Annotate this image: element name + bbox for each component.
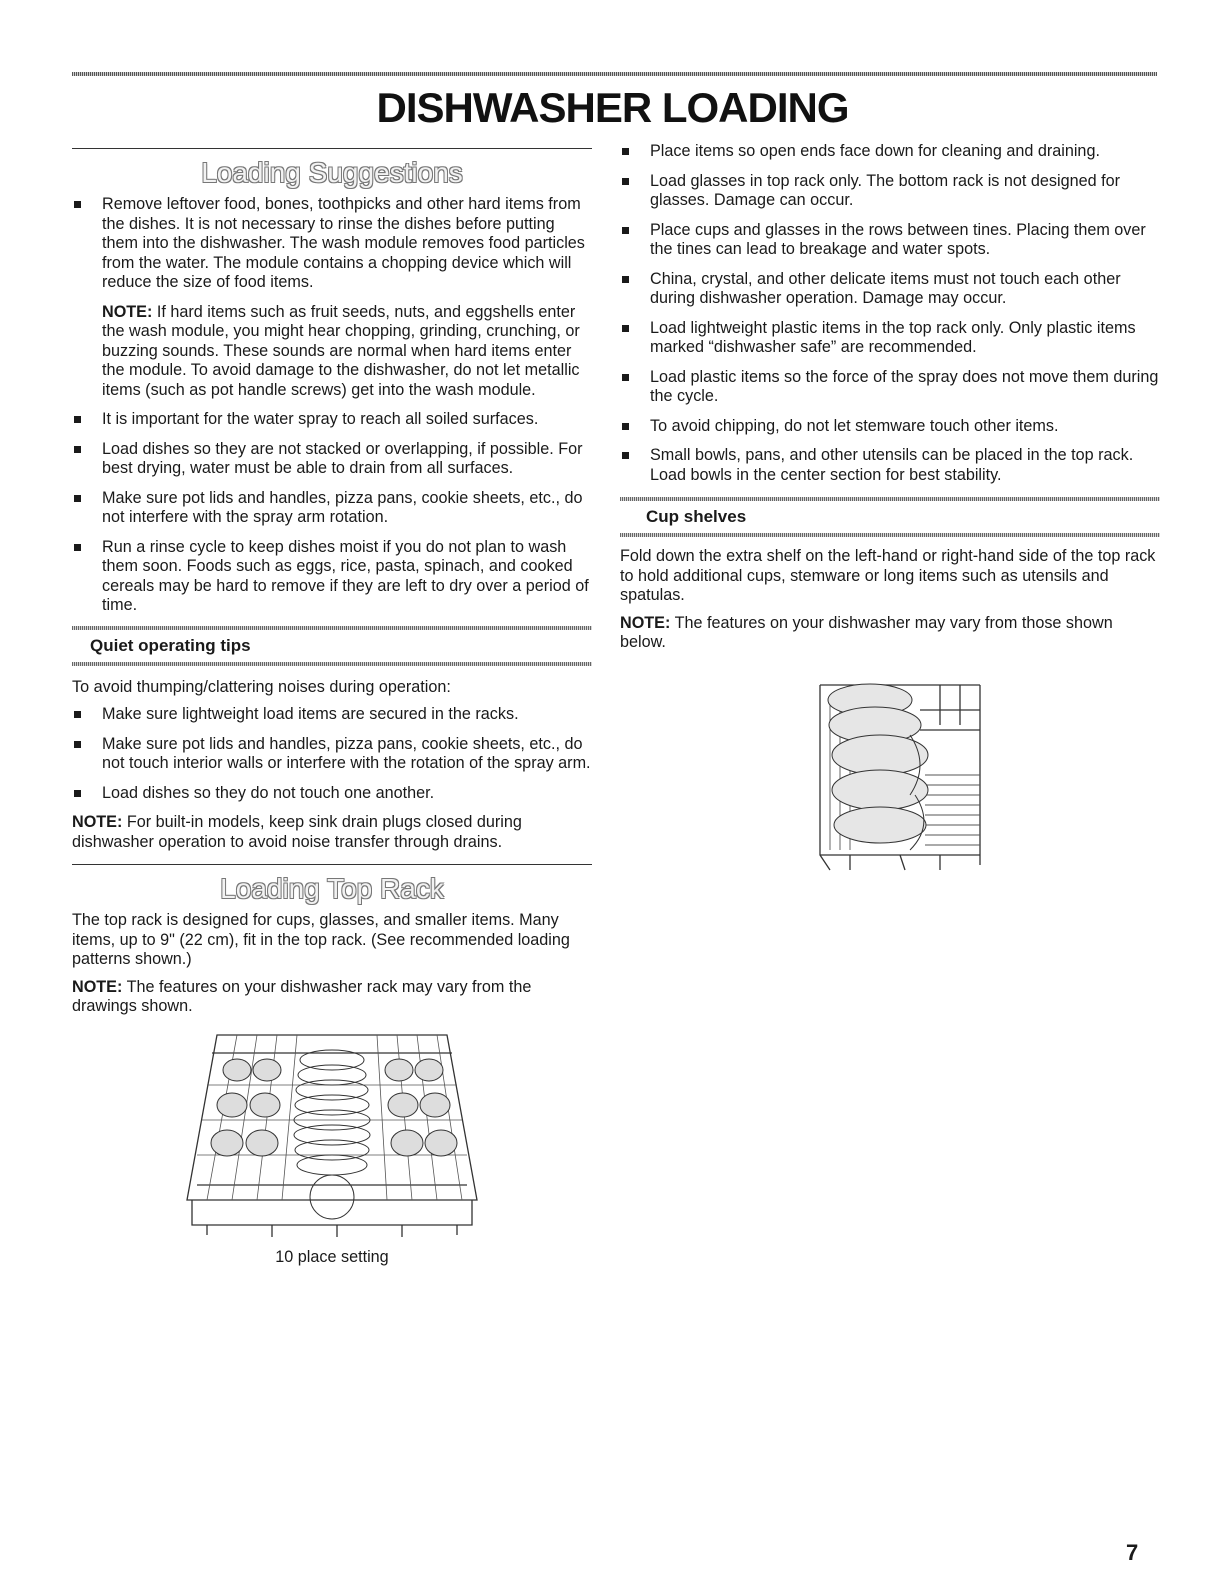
list-item: It is important for the water spray to reach all soiled surfaces. [72,410,592,430]
right-bullet-list [620,142,1160,485]
loading-suggestions-list-2 [72,410,592,616]
list-item: Load dishes so they do not touch one another. [72,784,592,804]
bullet-icon [622,423,629,430]
top-divider [72,72,1157,76]
list-item: Load dishes so they are not stacked or overlapping, if possible. For best drying, water must be able to drain from all surfaces. [72,440,592,479]
right-column [620,142,1160,885]
loading-top-rack-heading: Loading Top Rack [220,873,444,904]
bullet-icon [622,178,629,185]
list-item: To avoid chipping, do not let stemware touch other items. [620,417,1160,437]
bullet-icon [622,374,629,381]
cup-shelf-illustration [790,665,990,885]
list-item: Make sure pot lids and handles, pizza pans, cookie sheets, etc., do not touch interior walls or interfere with the rotation of the spray arm. [72,735,592,774]
cup-shelves-heading: Cup shelves [646,507,747,526]
subsection-divider [620,533,1160,537]
cup-shelves-paragraph: Fold down the extra shelf on the left-hand or right-hand side of the top rack to hold additional cups, stemware or long items such as utensils and spatulas. [620,547,1156,604]
bullet-icon [622,227,629,234]
loading-suggestions-list [72,195,592,293]
list-item: Remove leftover food, bones, toothpicks and other hard items from the dishes. It is not necessary to rinse the dishes before putting them into the dishwasher. The wash module removes food particles from the water. The module contains a chopping device which will reduce the size of food items. [72,195,592,293]
top-rack-note: NOTE: The features on your dishwasher rack may vary from the drawings shown. [72,977,532,1015]
bullet-icon [74,741,81,748]
bullet-icon [74,790,81,797]
top-rack-illustration [177,1025,487,1240]
bullet-icon [622,325,629,332]
list-item: Load plastic items so the force of the spray does not move them during the cycle. [620,368,1160,407]
list-item: China, crystal, and other delicate items must not touch each other during dishwasher operation. Damage may occur. [620,270,1160,309]
list-item: Run a rinse cycle to keep dishes moist if you do not plan to wash them soon. Foods such as eggs, rice, pasta, spinach, and cooked cereals may be hard to remove if they are left to dry over a period of time. [72,538,592,616]
bullet-icon [622,148,629,155]
bullet-icon [622,276,629,283]
quiet-tips-note: NOTE: For built-in models, keep sink drain plugs closed during dishwasher operation to avoid noise transfer through drains. [72,813,522,851]
list-item: Make sure pot lids and handles, pizza pans, cookie sheets, etc., do not interfere with the spray arm rotation. [72,489,592,528]
cup-shelves-note: NOTE: The features on your dishwasher may vary from those shown below. [620,613,1113,651]
subsection-divider [72,626,592,630]
quiet-tips-intro: To avoid thumping/clattering noises during operation: [72,677,451,696]
quiet-tips-list [72,705,592,803]
bullet-icon [74,544,81,551]
loading-suggestions-heading: Loading Suggestions [201,157,463,188]
top-rack-paragraph: The top rack is designed for cups, glasses, and smaller items. Many items, up to 9" (22 cm), fit in the top rack. (See recommended loading patterns shown.) [72,911,570,968]
list-item: Load glasses in top rack only. The bottom rack is not designed for glasses. Damage can occur. [620,172,1160,211]
top-rack-caption: 10 place setting [275,1247,389,1266]
loading-suggestions-note: NOTE: If hard items such as fruit seeds, nuts, and eggshells enter the wash module, you might hear chopping, grinding, crunching, or buzzing sounds. These sounds are normal when hard items enter the module. To avoid damage to the dishwasher, do not let metallic items (such as pot handle screws) get into the wash module. [102,302,580,399]
subsection-divider [620,497,1160,501]
page-title: DISHWASHER LOADING [376,84,849,131]
section-divider [72,864,592,865]
quiet-tips-heading: Quiet operating tips [90,635,251,655]
bullet-icon [74,495,81,502]
list-item: Small bowls, pans, and other utensils can be placed in the top rack. Load bowls in the center section for best stability. [620,446,1160,485]
subsection-divider [72,662,592,666]
left-column [72,140,592,1267]
list-item: Make sure lightweight load items are secured in the racks. [72,705,592,725]
bullet-icon [74,446,81,453]
section-divider [72,148,592,149]
bullet-icon [74,201,81,208]
page-number: 7 [1126,1540,1139,1565]
bullet-icon [74,416,81,423]
bullet-icon [74,711,81,718]
list-item: Place cups and glasses in the rows between tines. Placing them over the tines can lead to breakage and water spots. [620,221,1160,260]
list-item: Place items so open ends face down for cleaning and draining. [620,142,1160,162]
bullet-icon [622,452,629,459]
list-item: Load lightweight plastic items in the top rack only. Only plastic items marked “dishwasher safe” are recommended. [620,319,1160,358]
